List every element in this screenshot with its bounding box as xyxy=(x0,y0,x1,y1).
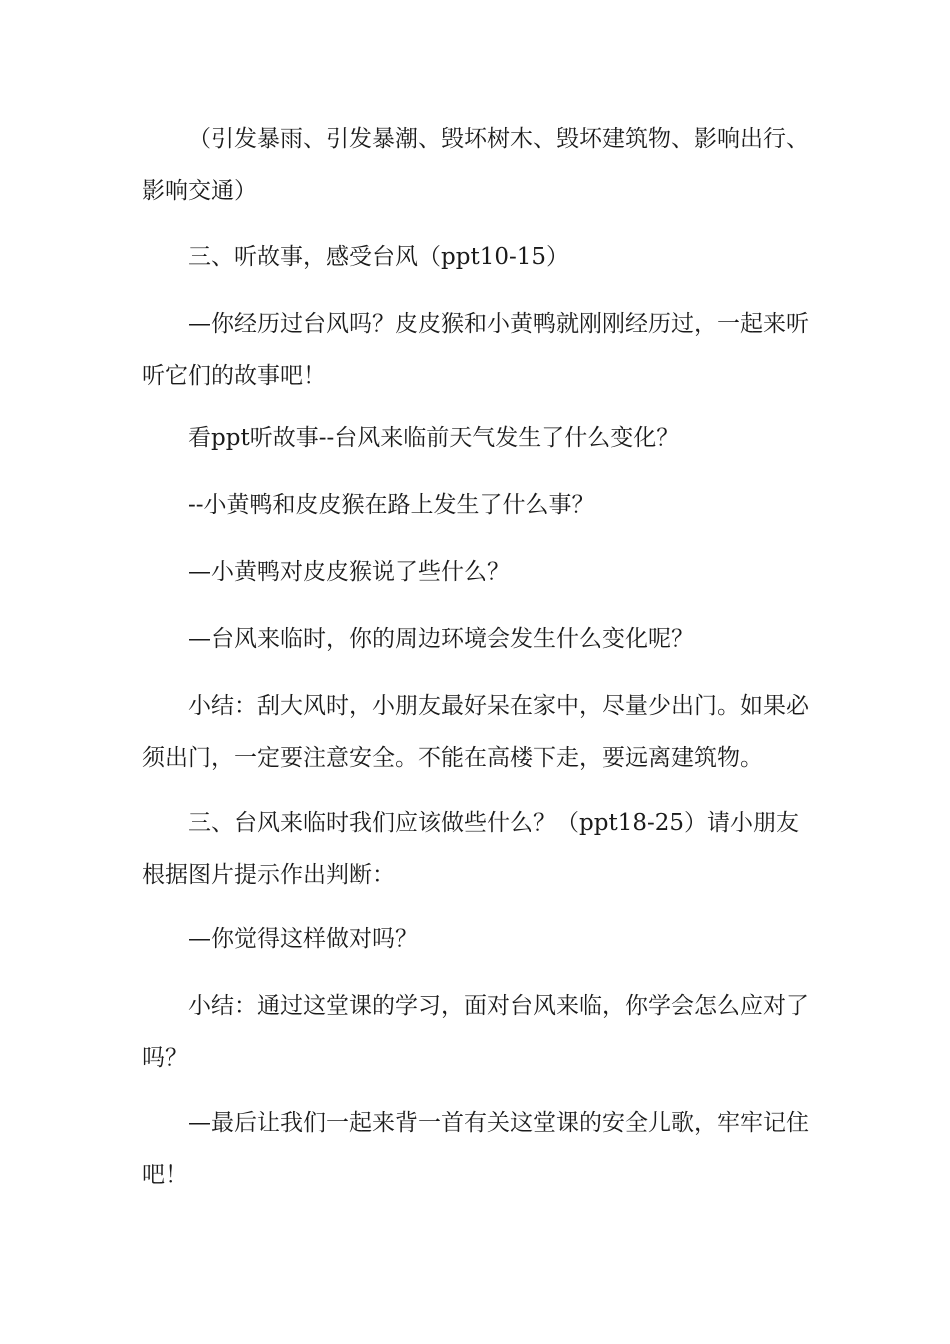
paragraph-effects-list: （引发暴雨、引发暴潮、毁坏树木、毁坏建筑物、影响出行、影响交通） xyxy=(142,126,809,204)
paragraph-summary-safety: 小结：刮大风时，小朋友最好呆在家中，尽量少出门。如果必须出门，一定要注意安全。不能在高楼下走，要远离建筑物。 xyxy=(142,693,809,771)
paragraph-summary-learning: 小结：通过这堂课的学习，面对台风来临，你学会怎么应对了吗？ xyxy=(142,993,809,1071)
paragraph-question-road-event: --小黄鸭和皮皮猴在路上发生了什么事？ xyxy=(188,492,595,518)
paragraph-question-duck-said: —小黄鸭对皮皮猴说了些什么？ xyxy=(188,559,510,585)
paragraph-question-right: —你觉得这样做对吗？ xyxy=(188,926,418,952)
paragraph-closing-song: —最后让我们一起来背一首有关这堂课的安全儿歌，牢牢记住吧！ xyxy=(142,1110,809,1188)
paragraph-question-weather-change: 看ppt听故事--台风来临前天气发生了什么变化？ xyxy=(188,425,680,451)
paragraph-section-story-heading: 三、听故事，感受台风（ppt10-15） xyxy=(188,244,569,270)
paragraph-question-experience: —你经历过台风吗？皮皮猴和小黄鸭就刚刚经历过，一起来听听它们的故事吧！ xyxy=(142,311,809,389)
paragraph-question-environment: —台风来临时，你的周边环境会发生什么变化呢？ xyxy=(188,626,694,652)
paragraph-section-what-to-do: 三、台风来临时我们应该做些什么？（ppt18-25）请小朋友根据图片提示作出判断： xyxy=(142,810,799,888)
